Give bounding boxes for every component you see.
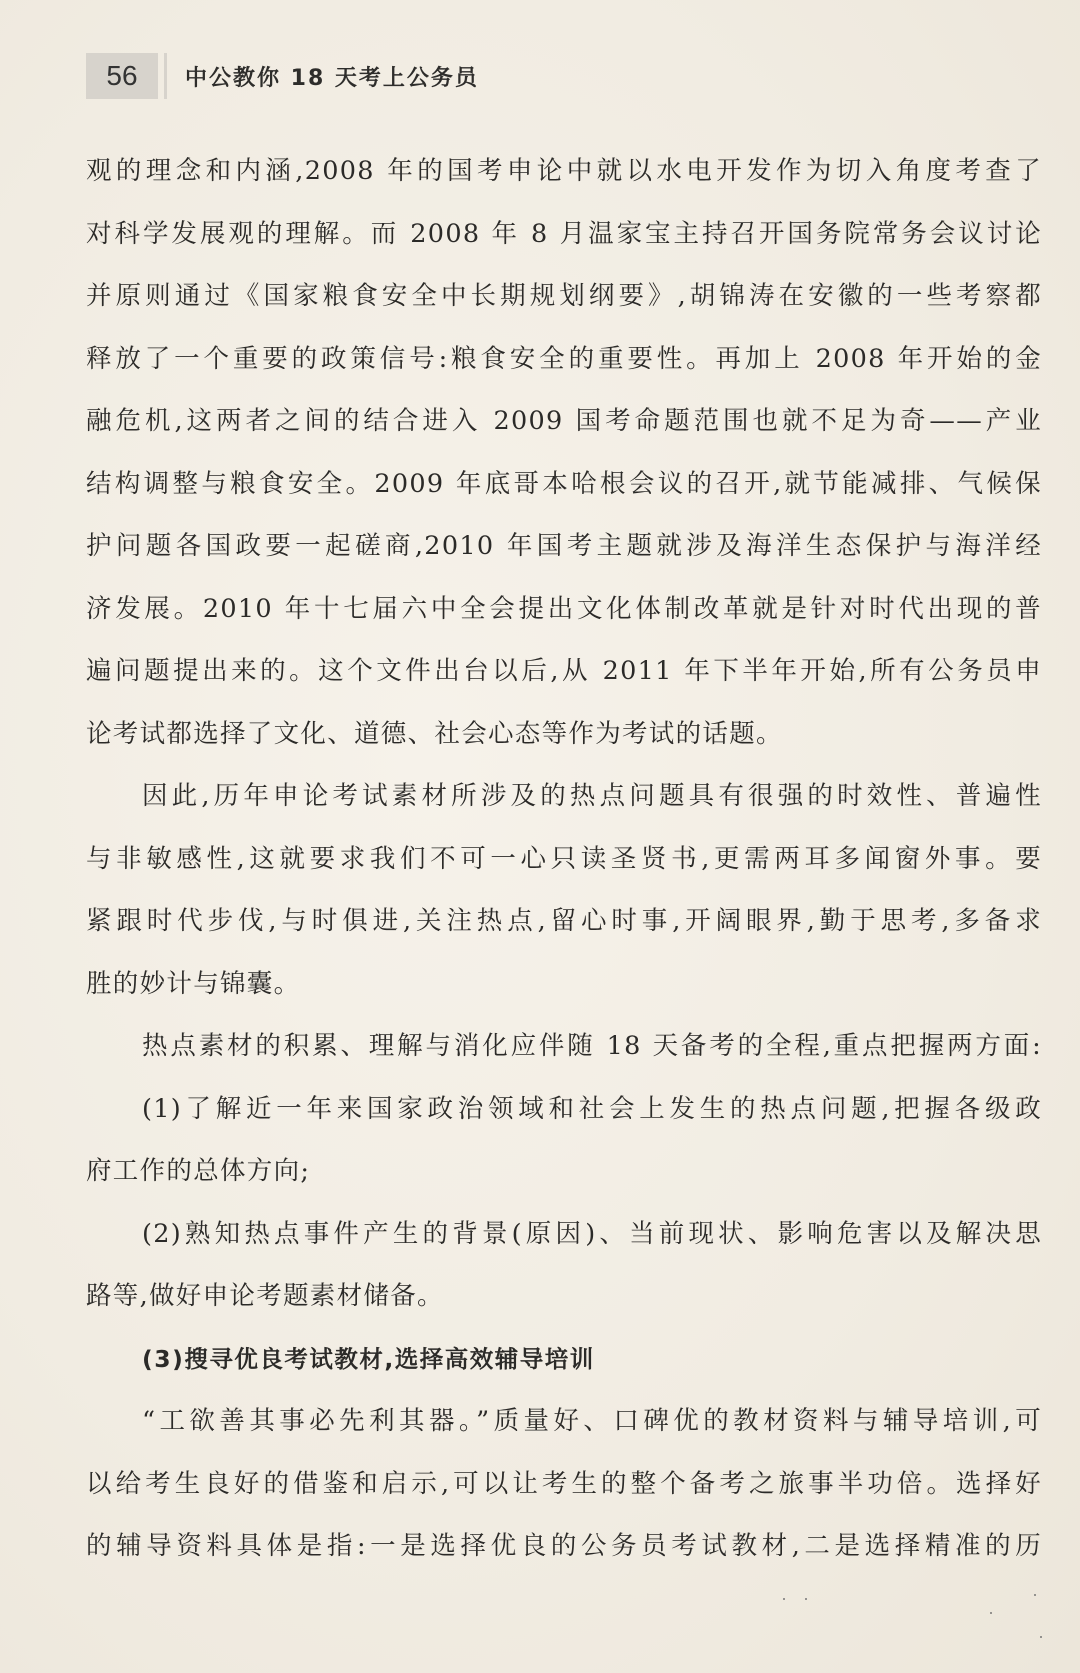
- text-line: 以给考生良好的借鉴和启示,可以让考生的整个备考之旅事半功倍。选择好: [86, 1468, 1042, 1499]
- paper-speck: [990, 1612, 992, 1614]
- text-line: 济发展。2010 年十七届六中全会提出文化体制改革就是针对时代出现的普: [86, 593, 1042, 624]
- text-line: 融危机,这两者之间的结合进入 2009 国考命题范围也就不足为奇——产业: [86, 406, 1042, 436]
- text-line: 紧跟时代步伐,与时俱进,关注热点,留心时事,开阔眼界,勤于思考,多备求: [86, 906, 1042, 936]
- paper-speck: [783, 1598, 785, 1600]
- paper-speck: [1040, 1636, 1042, 1638]
- text-line: 因此,历年申论考试素材所涉及的热点问题具有很强的时效性、普遍性: [142, 781, 1042, 811]
- text-line: 并原则通过《国家粮食安全中长期规划纲要》,胡锦涛在安徽的一些考察都: [86, 281, 1042, 311]
- paper-speck: [805, 1598, 807, 1600]
- page-body: [86, 140, 1042, 1578]
- page-header: [86, 52, 479, 100]
- book-title: 中公教你 18 天考上公务员: [185, 65, 479, 91]
- text-line: 结构调整与粮食安全。2009 年底哥本哈根会议的召开,就节能减排、气候保: [86, 468, 1042, 499]
- text-line: 护问题各国政要一起磋商,2010 年国考主题就涉及海洋生态保护与海洋经: [86, 531, 1042, 561]
- text-line: 释放了一个重要的政策信号:粮食安全的重要性。再加上 2008 年开始的金: [86, 343, 1042, 374]
- text-line: 胜的妙计与锦囊。: [86, 968, 301, 999]
- text-line: 府工作的总体方向;: [86, 1156, 311, 1186]
- section-heading: (3)搜寻优良考试教材,选择高效辅导培训: [142, 1344, 595, 1373]
- text-line: 路等,做好申论考题素材储备。: [86, 1281, 444, 1311]
- page-number: 56: [86, 53, 158, 99]
- text-line: 热点素材的积累、理解与消化应伴随 18 天备考的全程,重点把握两方面:: [142, 1031, 1042, 1061]
- text-line: 对科学发展观的理解。而 2008 年 8 月温家宝主持召开国务院常务会议讨论: [86, 218, 1042, 249]
- text-line: 观的理念和内涵,2008 年的国考申论中就以水电开发作为切入角度考查了: [86, 156, 1042, 186]
- text-line: (1)了解近一年来国家政治领域和社会上发生的热点问题,把握各级政: [142, 1093, 1042, 1124]
- header-divider: [164, 53, 167, 99]
- text-line: (2)熟知热点事件产生的背景(原因)、当前现状、影响危害以及解决思: [142, 1218, 1042, 1249]
- text-line: “工欲善其事必先利其器。”质量好、口碑优的教材资料与辅导培训,可: [142, 1406, 1042, 1436]
- paper-speck: [1034, 1594, 1036, 1596]
- text-line: 的辅导资料具体是指:一是选择优良的公务员考试教材,二是选择精准的历: [86, 1531, 1042, 1561]
- text-line: 遍问题提出来的。这个文件出台以后,从 2011 年下半年开始,所有公务员申: [86, 656, 1042, 686]
- text-line: 论考试都选择了文化、道德、社会心态等作为考试的话题。: [86, 718, 783, 749]
- text-line: 与非敏感性,这就要求我们不可一心只读圣贤书,更需两耳多闻窗外事。要: [86, 843, 1042, 874]
